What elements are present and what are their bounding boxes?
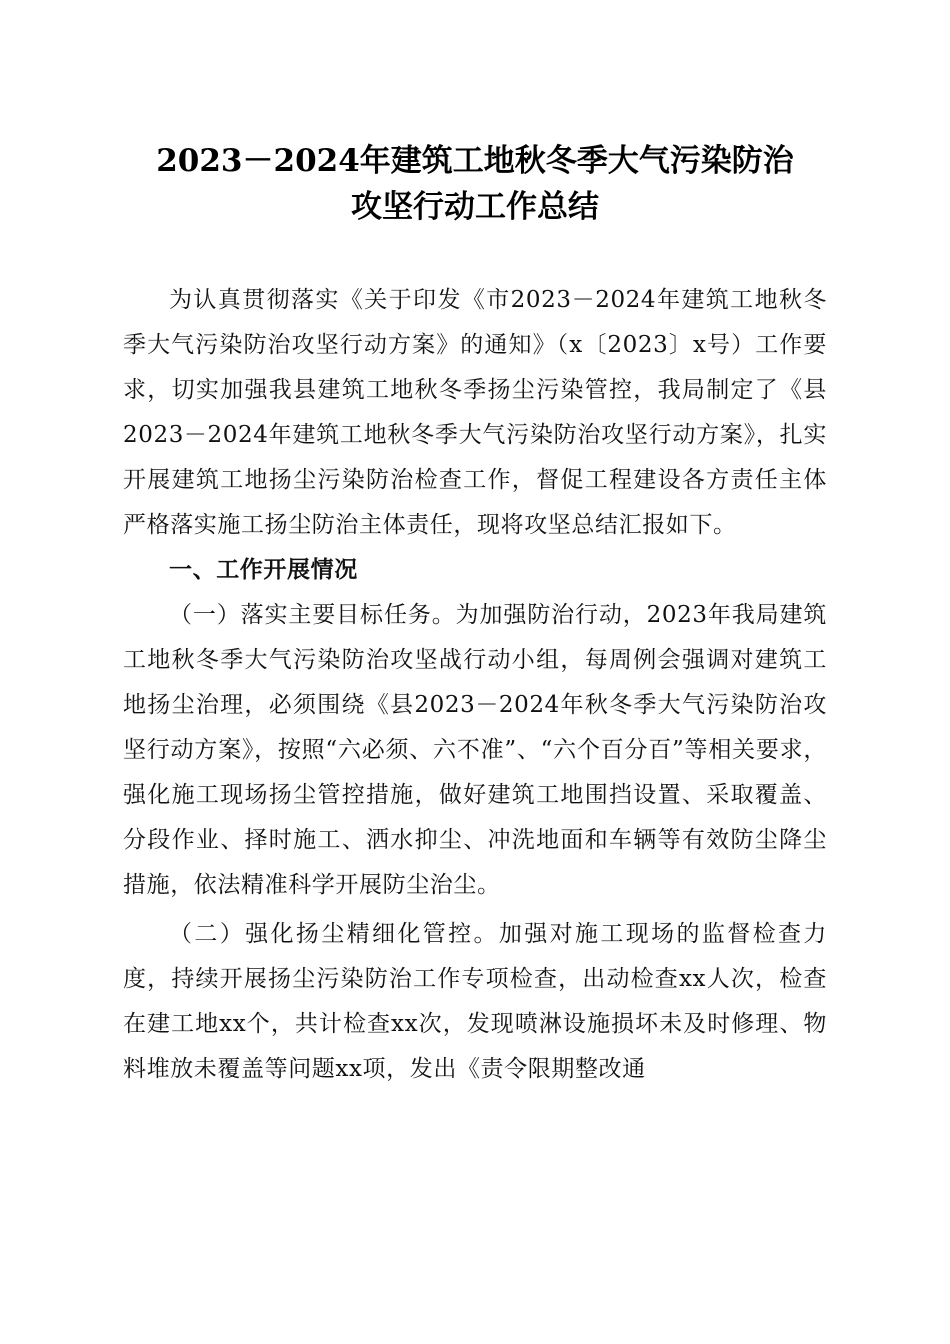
- intro-paragraph: 为认真贯彻落实《关于印发《市2023－2024年建筑工地秋冬季大气污染防治攻坚行动方案》的通知》（x〔2023〕x号）工作要求，切实加强我县建筑工地秋冬季扬尘污染管控，我局制定了《县2023－2024年建筑工地秋冬季大气污染防治攻坚行动方案》，扎实开展建筑工地扬尘污染防治检查工作，督促工程建设各方责任主体严格落实施工扬尘防治主体责任，现将攻坚总结汇报如下。: [123, 287, 827, 538]
- section-heading-1: 一、工作开展情况: [169, 557, 358, 583]
- document-body: [123, 278, 827, 1092]
- item-2-lead: （二）强化扬尘精细化管控。: [169, 921, 499, 947]
- item-1-paragraph: [123, 593, 827, 908]
- item-1-text: 为加强防治行动，2023年我局建筑工地秋冬季大气污染防治攻坚战行动小组，每周例会强调对建筑工地扬尘治理，必须围绕《县2023－2024年秋冬季大气污染防治攻坚行动方案》，按照“六必须、六不准”、“六个百分百”等相关要求，强化施工现场扬尘管控措施，做好建筑工地围挡设置、采取覆盖、分段作业、择时施工、洒水抑尘、冲洗地面和车辆等有效防尘降尘措施，依法精准科学开展防尘治尘。: [123, 602, 827, 898]
- document-title: [100, 138, 850, 230]
- title-line-1: 2023－2024年建筑工地秋冬季大气污染防治: [156, 143, 794, 179]
- title-line-2: 攻坚行动工作总结: [351, 189, 599, 225]
- item-1-lead: （一）落实主要目标任务。: [169, 602, 456, 628]
- item-2-paragraph: [123, 912, 827, 1092]
- item-2-text: 加强对施工现场的监督检查力度，持续开展扬尘污染防治工作专项检查，出动检查xx人次，检查在建工地xx个，共计检查xx次，发现喷淋设施损坏未及时修理、物料堆放未覆盖等问题xx项，发出《责令限期整改通: [123, 921, 827, 1082]
